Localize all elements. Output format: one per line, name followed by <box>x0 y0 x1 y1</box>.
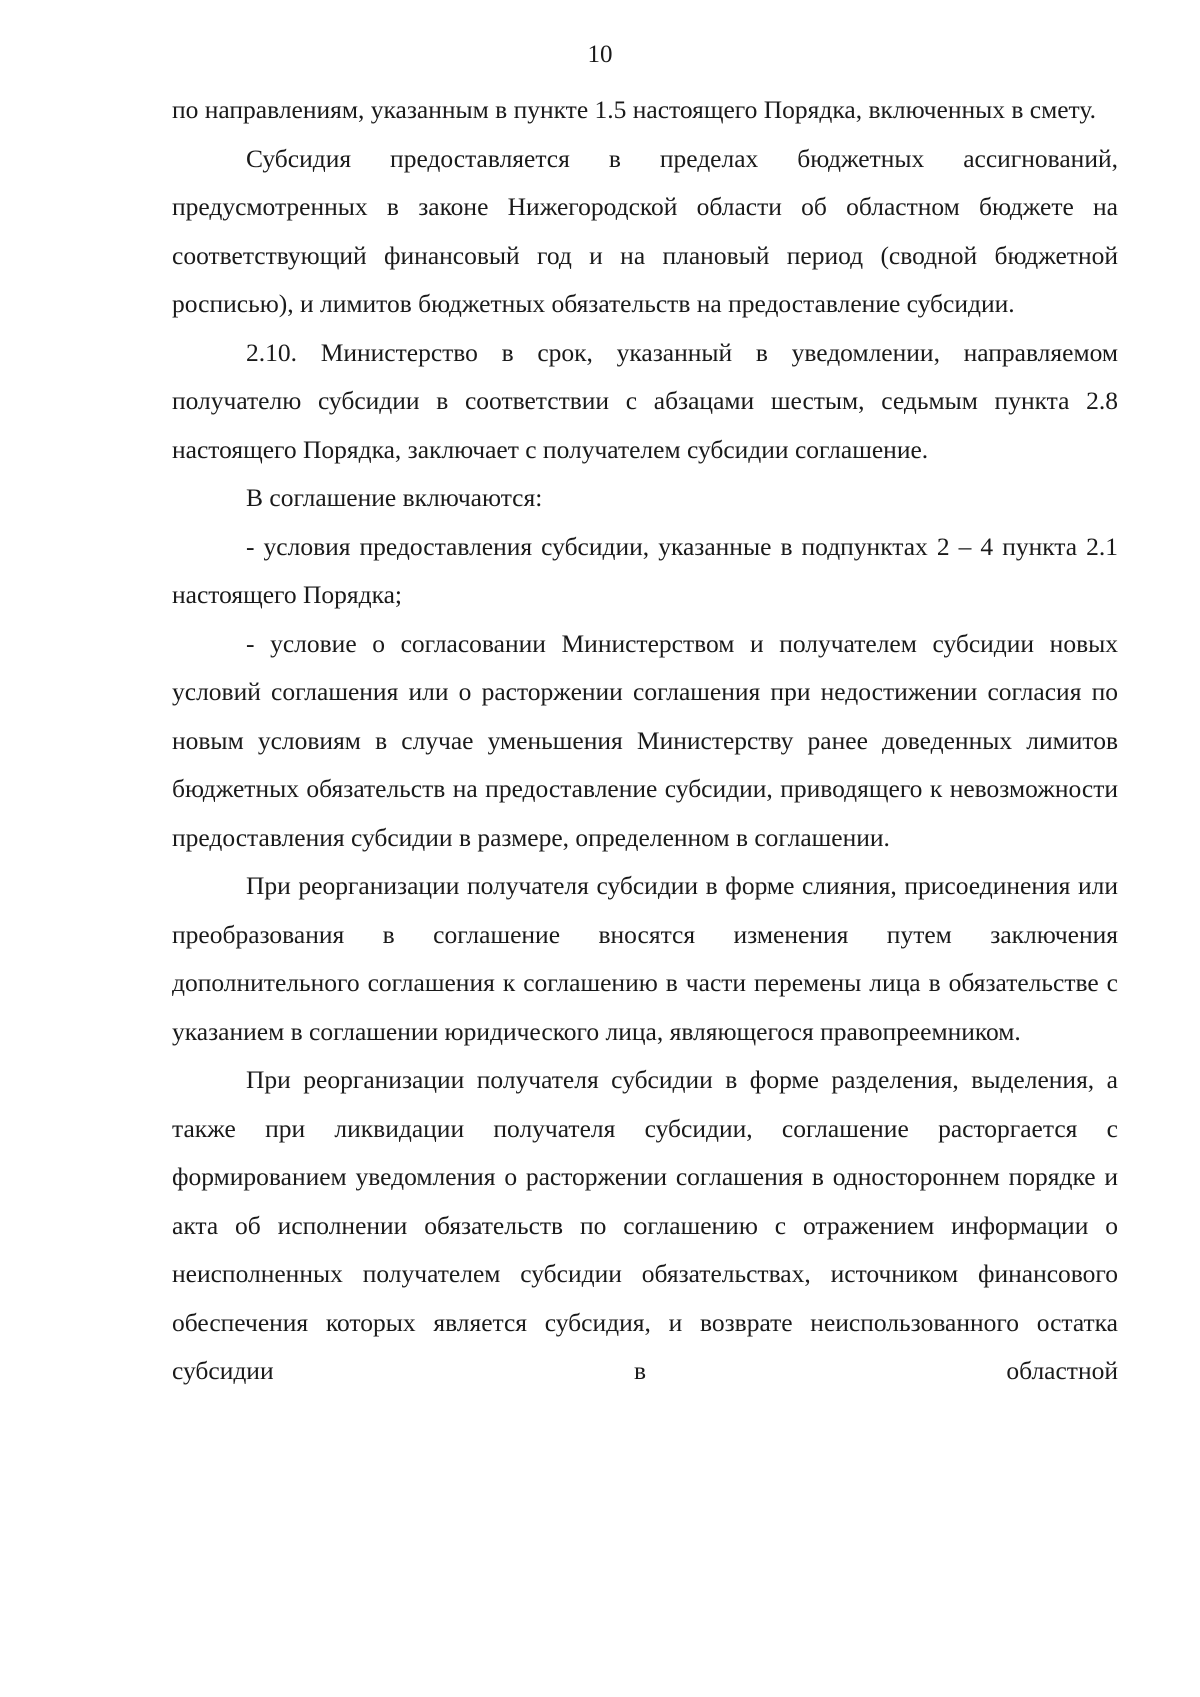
paragraph-reorganization-division: При реорганизации получателя субсидии в форме разделения, выделения, а также при ликвидации получателя субсидии, соглашение расторгается с формированием уведомления о расторжении соглашения в одностороннем порядке и акта об исполнении обязательств по соглашению с отражением информации о неисполненных получателем субсидии обязательствах, источником финансового обеспечения которых является субсидия, и возврате неиспользованного остатка субсидии в областной <box>172 1065 1118 1385</box>
paragraph-agreement-includes: В соглашение включаются: <box>246 483 543 512</box>
paragraph-continuation: по направлениям, указанным в пункте 1.5 настоящего Порядка, включенных в смету. <box>172 95 1096 124</box>
page-number: 10 <box>587 41 613 68</box>
list-item-agreement-condition: - условие о согласовании Министерством и получателем субсидии новых условий соглашения или о расторжении соглашения при недостижении согласия по новым условиям в случае уменьшения Министерству ранее доведенных лимитов бюджетных обязательств на предоставление субсидии, приводящего к невозможности предоставления субсидии в размере, определенном в соглашении. <box>172 628 1118 852</box>
paragraph-2-10: 2.10. Министерство в срок, указанный в уведомлении, направляемом получателю субсидии в соответствии с абзацами шестым, седьмым пункта 2.8 настоящего Порядка, заключает с получателем субсидии соглашение. <box>172 337 1118 464</box>
list-item-conditions: - условия предоставления субсидии, указанные в подпунктах 2 – 4 пункта 2.1 настоящего Порядка; <box>172 531 1118 609</box>
paragraph-subsidy-limits: Субсидия предоставляется в пределах бюджетных ассигнований, предусмотренных в законе Нижегородской области об областном бюджете на соответствующий финансовый год и на плановый период (сводной бюджетной росписью), и лимитов бюджетных обязательств на предоставление субсидии. <box>172 143 1118 318</box>
document-body <box>172 86 1118 1396</box>
paragraph-reorganization-merger: При реорганизации получателя субсидии в форме слияния, присоединения или преобразования в соглашение вносятся изменения путем заключения дополнительного соглашения к соглашению в части перемены лица в обязательстве с указанием в соглашении юридического лица, являющегося правопреемником. <box>172 871 1118 1046</box>
